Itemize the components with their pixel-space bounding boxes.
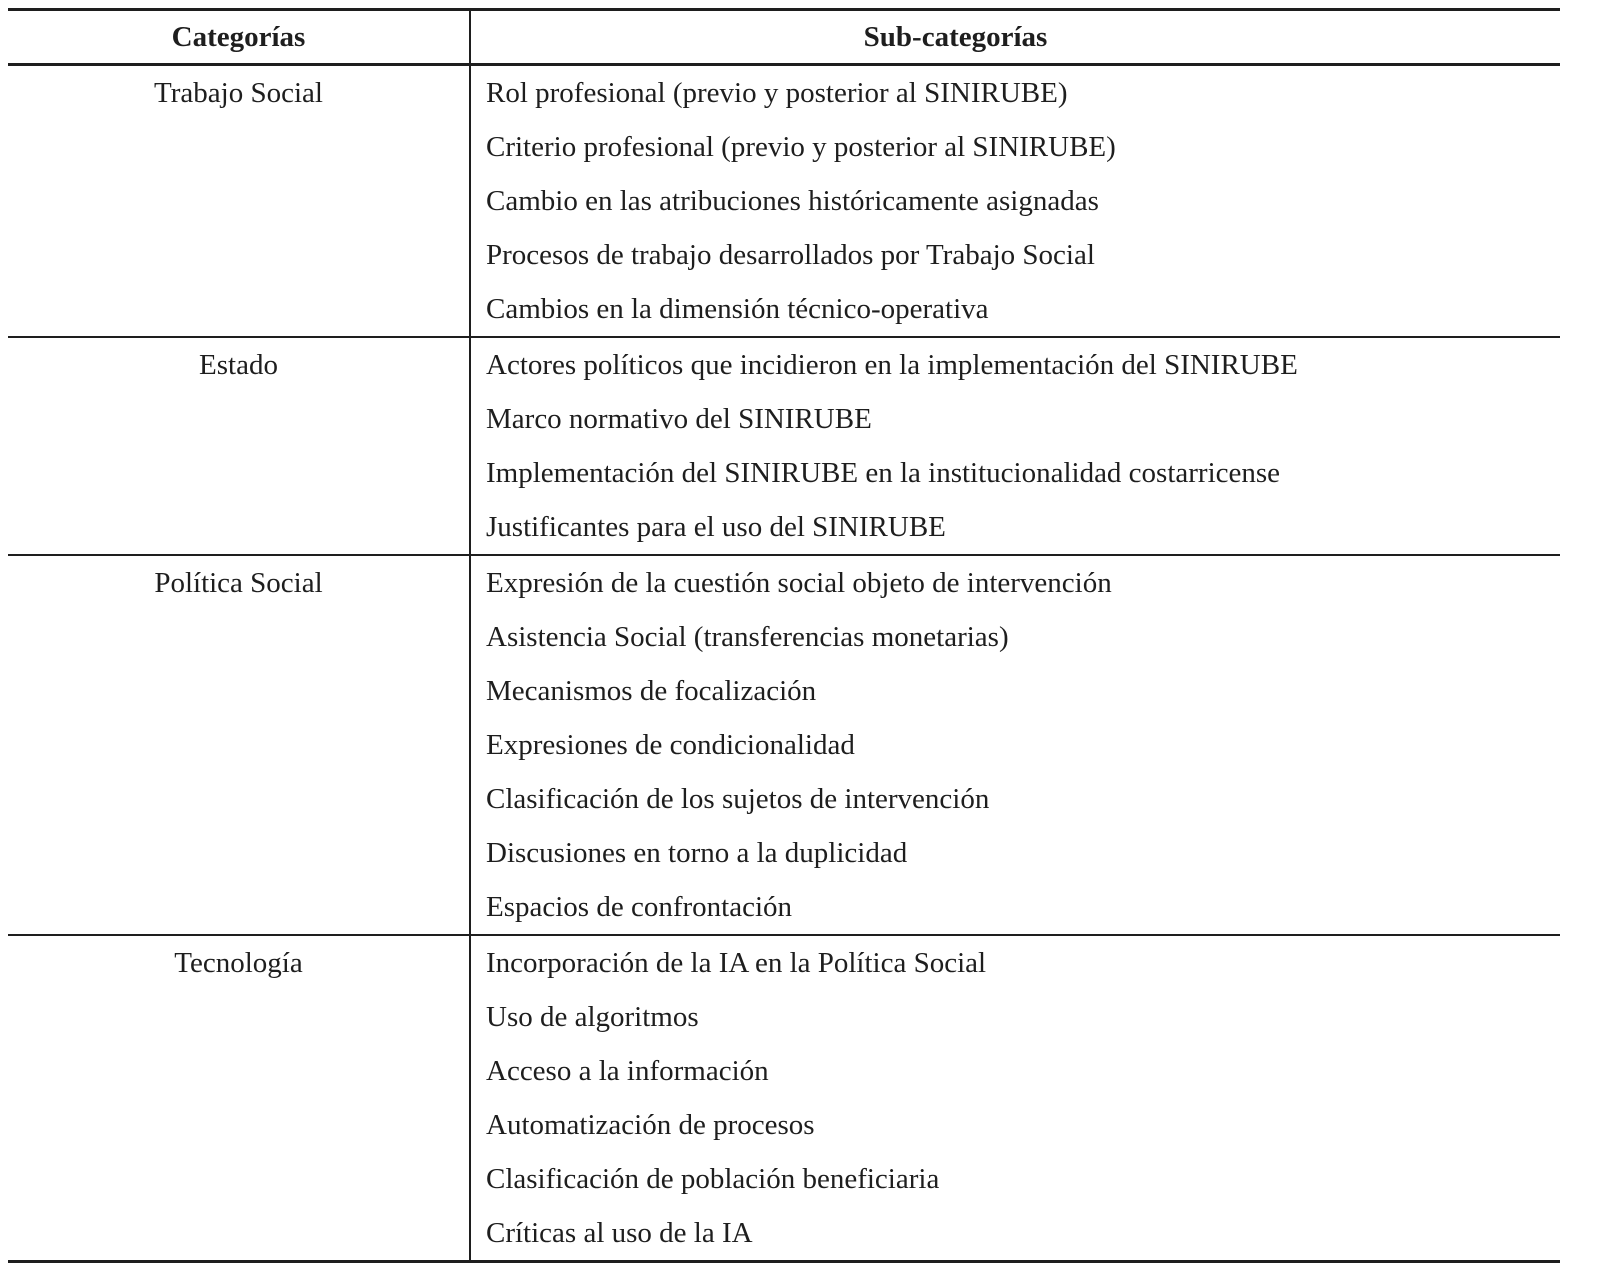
category-label: Tecnología bbox=[174, 947, 303, 979]
subcategory-list bbox=[471, 66, 1560, 336]
subcategory-item: Espacios de confrontación bbox=[486, 891, 793, 923]
subcategory-item: Procesos de trabajo desarrollados por Trabajo Social bbox=[486, 239, 1095, 271]
categories-table bbox=[8, 8, 1560, 1263]
subcategory-item: Expresión de la cuestión social objeto de intervención bbox=[486, 567, 1112, 599]
subcategory-item: Asistencia Social (transferencias monetarias) bbox=[486, 621, 1009, 653]
subcategory-item: Actores políticos que incidieron en la implementación del SINIRUBE bbox=[486, 349, 1298, 381]
subcategory-item: Justificantes para el uso del SINIRUBE bbox=[486, 511, 946, 543]
subcategory-item: Marco normativo del SINIRUBE bbox=[486, 403, 872, 435]
category-label: Política Social bbox=[154, 567, 323, 599]
table-group-trabajo-social bbox=[8, 63, 1560, 336]
table-group-tecnologia bbox=[8, 934, 1560, 1260]
subcategory-item: Automatización de procesos bbox=[486, 1109, 815, 1141]
table-header-row bbox=[8, 11, 1560, 63]
subcategory-item: Expresiones de condicionalidad bbox=[486, 729, 855, 761]
header-subcategorias: Sub-categorías bbox=[863, 21, 1048, 53]
table-group-estado bbox=[8, 336, 1560, 554]
subcategory-item: Críticas al uso de la IA bbox=[486, 1217, 753, 1249]
subcategory-item: Acceso a la información bbox=[486, 1055, 769, 1087]
subcategory-list bbox=[471, 936, 1560, 1260]
subcategory-item: Mecanismos de focalización bbox=[486, 675, 817, 707]
subcategory-item: Implementación del SINIRUBE en la institucionalidad costarricense bbox=[486, 457, 1281, 489]
subcategory-item: Rol profesional (previo y posterior al SINIRUBE) bbox=[486, 77, 1068, 109]
subcategory-list bbox=[471, 556, 1560, 934]
subcategory-item: Cambios en la dimensión técnico-operativa bbox=[486, 293, 989, 325]
subcategory-list bbox=[471, 338, 1560, 554]
category-cell bbox=[8, 936, 471, 1260]
category-cell bbox=[8, 338, 471, 554]
category-label: Estado bbox=[199, 349, 278, 381]
category-label: Trabajo Social bbox=[154, 77, 323, 109]
subcategory-item: Incorporación de la IA en la Política Social bbox=[486, 947, 987, 979]
subcategory-item: Clasificación de población beneficiaria bbox=[486, 1163, 940, 1195]
subcategory-item: Cambio en las atribuciones históricamente asignadas bbox=[486, 185, 1099, 217]
subcategory-item: Discusiones en torno a la duplicidad bbox=[486, 837, 908, 869]
subcategory-item: Uso de algoritmos bbox=[486, 1001, 699, 1033]
category-cell bbox=[8, 66, 471, 336]
table-group-politica-social bbox=[8, 554, 1560, 934]
header-categorias: Categorías bbox=[8, 11, 471, 63]
category-cell bbox=[8, 556, 471, 934]
subcategory-item: Criterio profesional (previo y posterior al SINIRUBE) bbox=[486, 131, 1116, 163]
subcategory-item: Clasificación de los sujetos de intervención bbox=[486, 783, 990, 815]
